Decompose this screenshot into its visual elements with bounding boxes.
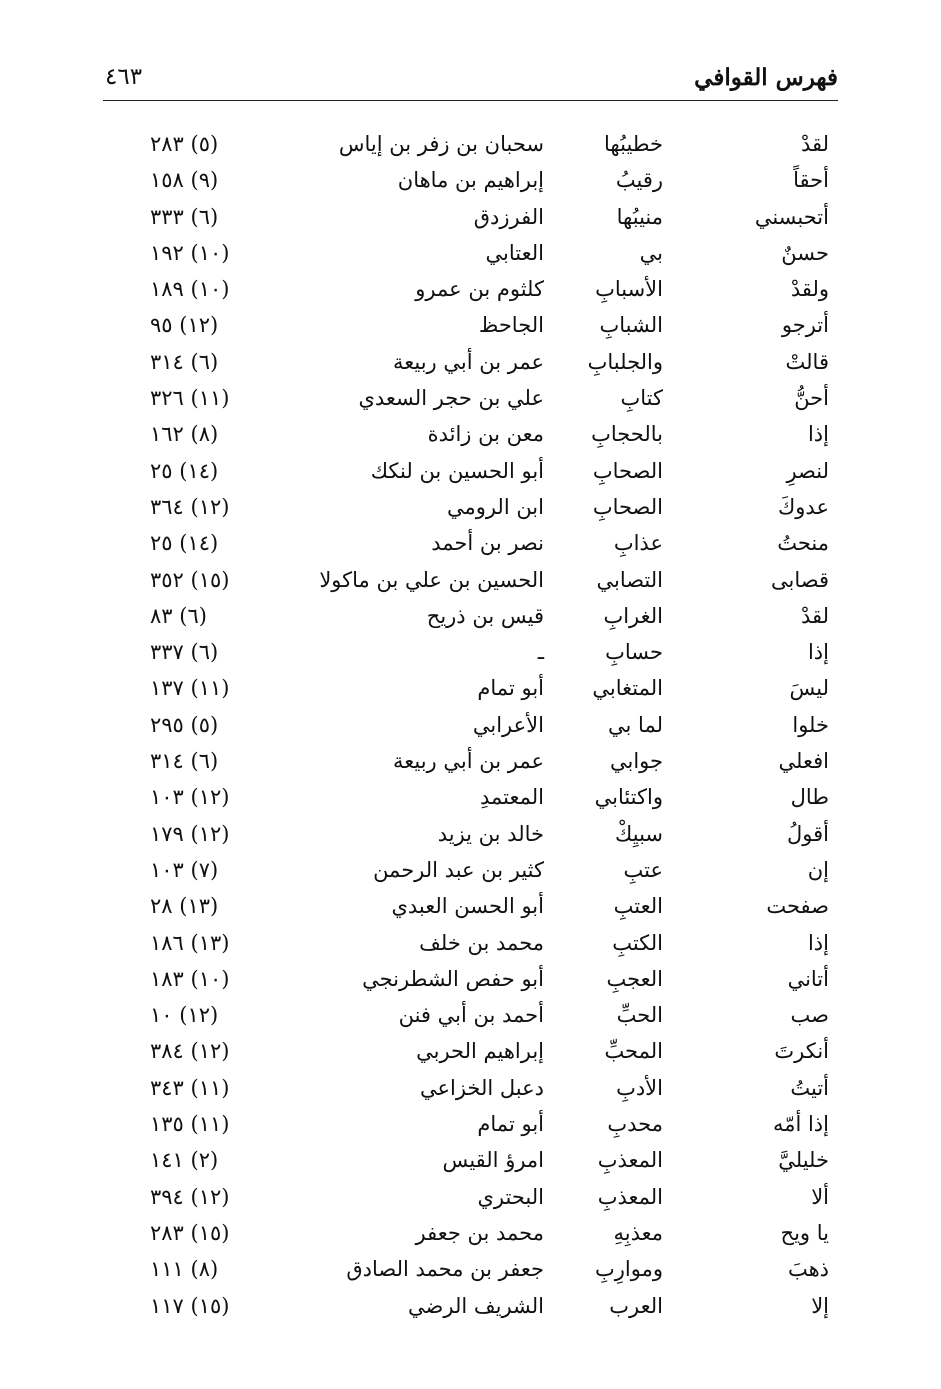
- rhyme-word: الحبِّ: [616, 1003, 663, 1028]
- page-header: [103, 56, 838, 101]
- reference: (١٢) ١٧٩: [150, 821, 230, 846]
- index-row: [0, 816, 941, 852]
- index-row: [0, 707, 941, 743]
- first-word: قصابى: [771, 567, 829, 592]
- index-row: [0, 1288, 941, 1324]
- first-word: منحتُ: [777, 531, 829, 556]
- reference: (١٠) ١٨٣: [150, 966, 230, 991]
- first-word: خلوا: [792, 712, 829, 737]
- rhyme-word: العتبِ: [613, 894, 663, 919]
- poet-name: أبو تمام: [477, 1112, 544, 1137]
- rhyme-word: المعذبِ: [597, 1184, 663, 1209]
- reference: (٦) ٣٣٧: [150, 640, 219, 665]
- first-word: أقولُ: [787, 821, 829, 846]
- rhyme-word: المحبِّ: [604, 1039, 663, 1064]
- poet-name: جعفر بن محمد الصادق: [346, 1257, 544, 1282]
- poet-name: المعتمدِ: [479, 785, 544, 810]
- poet-name: خالد بن يزيد: [437, 821, 544, 846]
- poet-name: دعبل الخزاعي: [419, 1075, 544, 1100]
- index-row: [0, 743, 941, 779]
- rhyme-word: العجبِ: [606, 966, 663, 991]
- rhyme-word: عتبِ: [623, 857, 663, 882]
- reference: (٨) ١٦٢: [150, 422, 219, 447]
- index-row: [0, 489, 941, 525]
- page-title: فهرس القوافي: [694, 64, 838, 91]
- rhyme-word: وموارِبِ: [595, 1257, 663, 1282]
- rhyme-word: المتغابي: [592, 676, 663, 701]
- poet-name: علي بن حجر السعدي: [358, 386, 544, 411]
- first-word: إن: [807, 857, 829, 882]
- index-row: [0, 634, 941, 670]
- rhyme-word: التصابي: [596, 567, 663, 592]
- reference: (٢) ١٤١: [150, 1148, 219, 1173]
- index-row: [0, 598, 941, 634]
- first-word: عدوكَ: [777, 494, 829, 519]
- reference: (٦) ٣١٤: [150, 349, 219, 374]
- reference: (١٠) ١٨٩: [150, 277, 230, 302]
- first-word: أترجو: [781, 313, 829, 338]
- reference: (١٤) ٢٥: [150, 531, 219, 556]
- index-row: [0, 1142, 941, 1178]
- reference: (١١) ٣٢٦: [150, 386, 230, 411]
- reference: (١١) ٣٤٣: [150, 1075, 230, 1100]
- reference: (١٥) ٢٨٣: [150, 1220, 230, 1245]
- poet-name: محمد بن جعفر: [415, 1220, 544, 1245]
- first-word: حسنٌ: [781, 240, 829, 265]
- reference: (١٢) ١٠٣: [150, 785, 230, 810]
- rhyme-word: حسابِ: [605, 640, 663, 665]
- first-word: لنصرِ: [786, 458, 829, 483]
- first-word: ذهبَ: [787, 1257, 829, 1282]
- poet-name: سحبان بن زفر بن إياس: [338, 132, 544, 156]
- index-row: [0, 453, 941, 489]
- reference: (١٢) ٣٨٤: [150, 1039, 230, 1064]
- rhyme-word: الكتبِ: [612, 930, 663, 955]
- index-row: [0, 852, 941, 888]
- reference: (٥) ٢٩٥: [150, 712, 219, 737]
- reference: (١٢) ٩٥: [150, 313, 219, 338]
- reference: (١٣) ١٨٦: [150, 930, 230, 955]
- first-word: ولقدْ: [790, 277, 829, 302]
- first-word: خليليَّ: [778, 1148, 829, 1173]
- index-row: [0, 199, 941, 235]
- poet-name: ـ: [537, 640, 544, 665]
- first-word: قالتْ: [785, 349, 829, 374]
- index-row: [0, 525, 941, 561]
- poet-name: الحسين بن علي بن ماكولا: [319, 567, 544, 592]
- reference: (٥) ٢٨٣: [150, 132, 219, 156]
- reference: (١١) ١٣٥: [150, 1112, 230, 1137]
- first-word: طال: [790, 785, 829, 810]
- poet-name: أبو تمام: [477, 676, 544, 701]
- reference: (١٥) ١١٧: [150, 1293, 230, 1318]
- first-word: أحقاً: [793, 168, 829, 193]
- first-word: ألا: [811, 1184, 829, 1209]
- index-row: [0, 380, 941, 416]
- index-row: [0, 779, 941, 815]
- rhyme-word: الصحابِ: [592, 458, 663, 483]
- rhyme-word: واكتئابي: [594, 785, 663, 810]
- reference: (٦) ٣٣٣: [150, 204, 219, 229]
- poet-name: أبو الحسين بن لنكك: [370, 458, 544, 483]
- reference: (١٢) ٣٩٤: [150, 1184, 230, 1209]
- index-row: [0, 562, 941, 598]
- poet-name: معن بن زائدة: [427, 422, 544, 447]
- rhyme-word: بالحجابِ: [591, 422, 663, 447]
- rhyme-word: جوابي: [609, 749, 663, 774]
- index-row: [0, 307, 941, 343]
- poet-name: العتابي: [485, 240, 544, 265]
- rhyme-word: العرب: [609, 1293, 663, 1318]
- reference: (٩) ١٥٨: [150, 168, 219, 193]
- poet-name: امرؤ القيس: [442, 1148, 544, 1173]
- rhyme-word: الأسبابِ: [595, 277, 663, 302]
- reference: (١٣) ٢٨: [150, 894, 219, 919]
- poet-name: محمد بن خلف: [419, 930, 544, 955]
- poet-name: الأعرابي: [472, 712, 544, 737]
- index-row: [0, 271, 941, 307]
- first-word: أتاني: [787, 966, 829, 991]
- first-word: لقدْ: [800, 132, 829, 156]
- poet-name: أبو الحسن العبدي: [391, 894, 544, 919]
- reference: (١٢) ٣٦٤: [150, 494, 230, 519]
- index-row: [0, 126, 941, 162]
- reference: (١٢) ١٠: [150, 1003, 219, 1028]
- poet-name: عمر بن أبي ربيعة: [392, 749, 544, 774]
- poet-name: عمر بن أبي ربيعة: [392, 349, 544, 374]
- rhyme-word: منيبُها: [616, 204, 663, 229]
- first-word: صفحت: [766, 894, 829, 919]
- rhyme-word: رقيبُ: [615, 168, 663, 193]
- index-row: [0, 416, 941, 452]
- page-number: ٤٦٣: [105, 64, 143, 90]
- reference: (١٤) ٢٥: [150, 458, 219, 483]
- index-row: [0, 1106, 941, 1142]
- poet-name: الشريف الرضي: [408, 1293, 544, 1318]
- reference: (٧) ١٠٣: [150, 857, 219, 882]
- index-row: [0, 888, 941, 924]
- poet-name: أحمد بن أبي فنن: [398, 1003, 544, 1028]
- first-word: صب: [790, 1003, 829, 1028]
- poet-name: ابن الرومي: [446, 494, 544, 519]
- index-row: [0, 997, 941, 1033]
- rhyme-word: كتابِ: [620, 386, 663, 411]
- rhyme-word: معذبِهِ: [613, 1220, 663, 1245]
- first-word: إذا: [807, 930, 829, 955]
- rhyme-word: الغرابِ: [603, 603, 663, 628]
- poet-name: إبراهيم بن ماهان: [397, 168, 544, 193]
- rhyme-word: عذابِ: [613, 531, 663, 556]
- first-word: إذا أمّه: [772, 1112, 829, 1137]
- first-word: ليسَ: [789, 676, 829, 701]
- index-row: [0, 961, 941, 997]
- first-word: يا ويح: [780, 1220, 829, 1245]
- first-word: إلا: [811, 1293, 829, 1318]
- first-word: لقدْ: [800, 603, 829, 628]
- rhyme-word: خطيبُها: [604, 132, 663, 156]
- poet-name: نصر بن أحمد: [431, 531, 544, 556]
- poet-name: أبو حفص الشطرنجي: [362, 966, 544, 991]
- first-word: أحنُّ: [794, 386, 829, 411]
- first-word: إذا: [807, 640, 829, 665]
- rhyme-word: لما بي: [608, 712, 663, 737]
- index-row: [0, 1070, 941, 1106]
- rhyme-word: المعذبِ: [597, 1148, 663, 1173]
- first-word: أتحبسني: [754, 204, 829, 229]
- reference: (٨) ١١١: [150, 1257, 219, 1282]
- poet-name: كثير بن عبد الرحمن: [373, 857, 544, 882]
- poet-name: كلثوم بن عمرو: [415, 277, 544, 302]
- index-row: [0, 1251, 941, 1287]
- poet-name: إبراهيم الحربي: [416, 1039, 544, 1064]
- poet-name: الجاحظ: [478, 313, 544, 338]
- index-row: [0, 235, 941, 271]
- poet-name: قيس بن ذريح: [426, 603, 544, 628]
- rhyme-word: بي: [639, 240, 663, 265]
- rhyme-word: الشبابِ: [599, 313, 663, 338]
- rhyme-word: الصحابِ: [592, 494, 663, 519]
- poet-name: الفرزدق: [473, 204, 544, 229]
- first-word: افعلي: [778, 749, 829, 774]
- rhyme-word: والجلبابِ: [587, 349, 663, 374]
- reference: (١٥) ٣٥٢: [150, 567, 230, 592]
- reference: (١٠) ١٩٢: [150, 240, 230, 265]
- first-word: إذا: [807, 422, 829, 447]
- reference: (٦) ٣١٤: [150, 749, 219, 774]
- poet-name: البحتري: [477, 1184, 544, 1209]
- index-row: [0, 670, 941, 706]
- index-row: [0, 162, 941, 198]
- index-row: [0, 925, 941, 961]
- index-row: [0, 344, 941, 380]
- rhyme-word: سبيِكْ: [615, 821, 663, 846]
- rhyme-word: محدبِ: [607, 1112, 663, 1137]
- first-word: أتيتُ: [790, 1075, 829, 1100]
- reference: (١١) ١٣٧: [150, 676, 230, 701]
- index-row: [0, 1215, 941, 1251]
- reference: (٦) ٨٣: [150, 603, 207, 628]
- index-row: [0, 1179, 941, 1215]
- rhyme-index-table: [0, 126, 941, 1324]
- first-word: أنكرتَ: [774, 1039, 829, 1064]
- rhyme-word: الأدبِ: [616, 1075, 663, 1100]
- index-row: [0, 1033, 941, 1069]
